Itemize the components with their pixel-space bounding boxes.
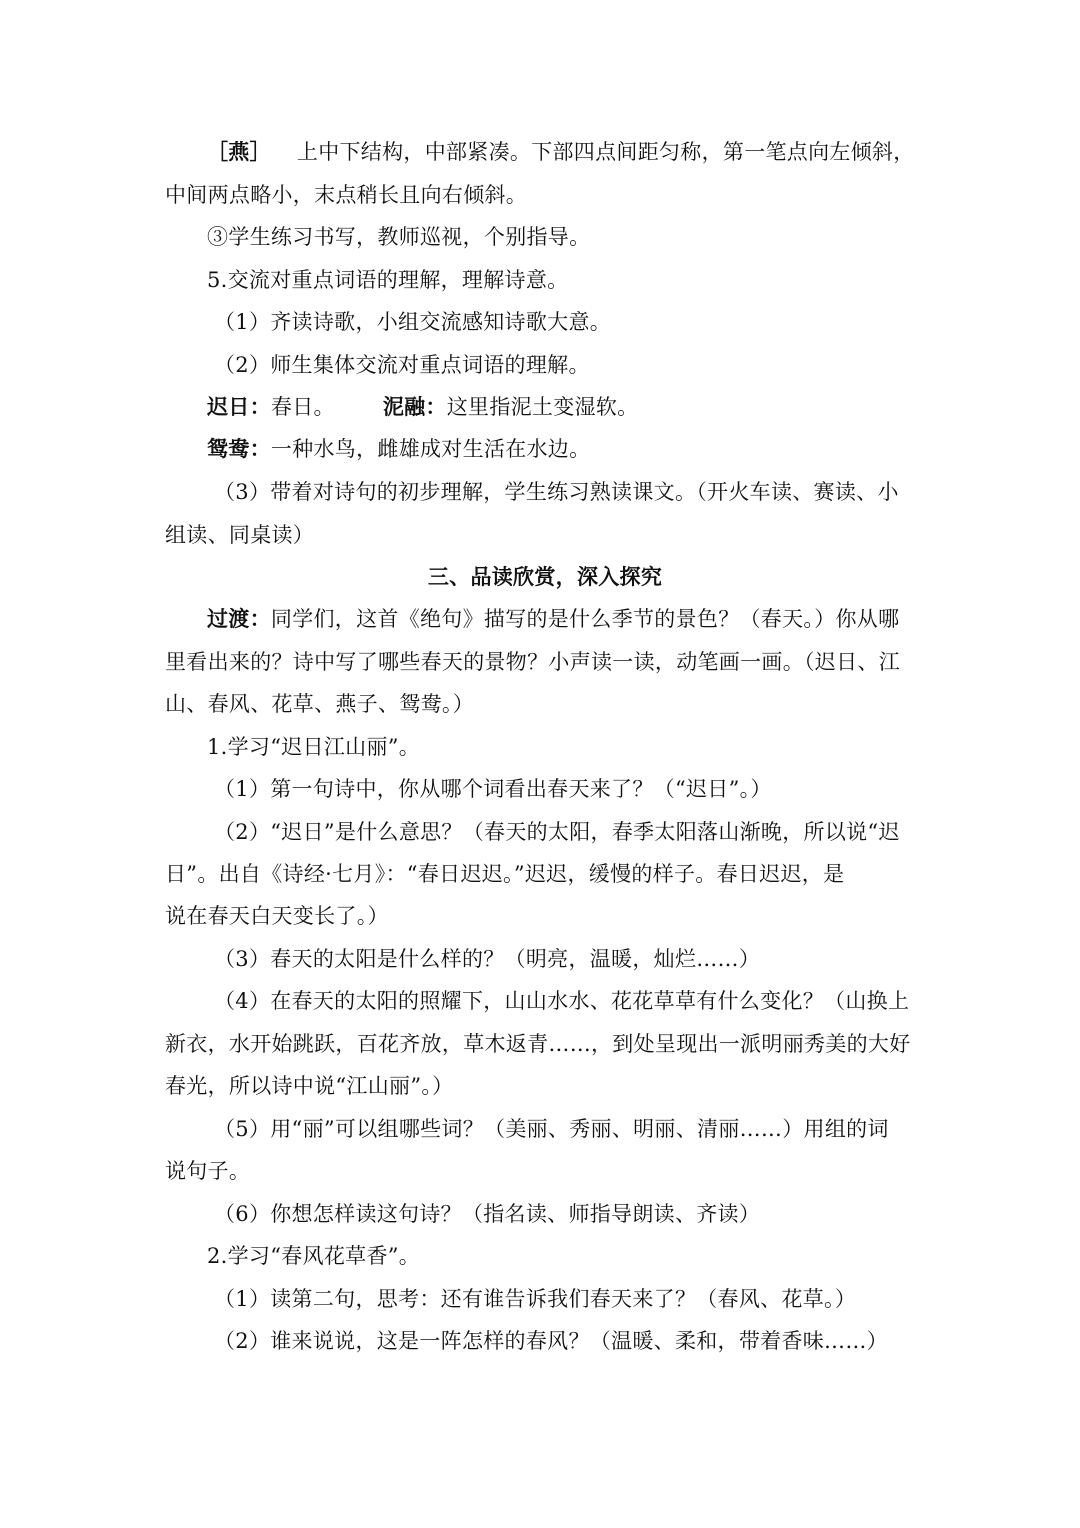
nirong-def: 这里指泥土变湿软。	[446, 395, 639, 419]
part1-q4-line3: 春光，所以诗中说“江山丽”。）	[165, 1074, 454, 1098]
vocab-line-yuanyang	[207, 434, 925, 464]
step5-item3-line1: （3）带着对诗句的初步理解，学生练习熟读课文。（开火车读、赛读、小	[214, 480, 899, 504]
transition-label: 过渡：	[207, 606, 271, 631]
part1-q2-line1: （2）“迟日”是什么意思？（春天的太阳，春季太阳落山渐晚，所以说“迟	[214, 820, 900, 844]
part1-q5-line2: 说句子。	[165, 1159, 251, 1183]
vocab-line-chiri-nirong	[207, 392, 925, 422]
part1-q2-line3: 说在春天白天变长了。）	[165, 904, 389, 928]
section3-heading: 三、品读欣赏，深入探究	[427, 564, 663, 589]
step5-item2: （2）师生集体交流对重点词语的理解。	[214, 353, 590, 377]
part1-q1: （1）第一句诗中，你从哪个词看出春天来了？（“迟日”。）	[214, 777, 772, 801]
yan-desc-line1: 上中下结构，中部紧凑。下部四点间距匀称，第一笔点向左倾斜，	[296, 140, 915, 164]
part1-q6: （6）你想怎样读这句诗？（指名读、师指导朗读、齐读）	[214, 1202, 761, 1226]
chiri-def: 春日。	[270, 395, 335, 419]
step5-item3-line2: 组读、同桌读）	[165, 523, 315, 547]
yuanyang-def: 一种水鸟，雌雄成对生活在水边。	[270, 437, 591, 461]
part1-q3: （3）春天的太阳是什么样的？（明亮，温暖，灿烂……）	[214, 947, 761, 971]
step5-item1: （1）齐读诗歌，小组交流感知诗歌大意。	[214, 310, 612, 334]
yuanyang-term: 鸳鸯：	[207, 436, 271, 461]
yan-paragraph-line1	[207, 137, 925, 167]
part1-title: 1.学习“迟日江山丽”。	[207, 735, 421, 759]
transition-line2: 里看出来的？诗中写了哪些春天的景物？小声读一读，动笔画一画。（迟日、江	[165, 650, 900, 674]
step5-title: 5.交流对重点词语的理解，理解诗意。	[207, 268, 569, 292]
transition-text-line1: 同学们，这首《绝句》描写的是什么季节的景色？（春天。）你从哪	[270, 607, 900, 631]
part2-title: 2.学习“春风花草香”。	[207, 1244, 421, 1268]
transition-line3: 山、春风、花草、燕子、鸳鸯。）	[165, 692, 474, 716]
part1-q4-line1: （4）在春天的太阳的照耀下，山山水水、花花草草有什么变化？（山换上	[214, 989, 910, 1013]
yan-desc-line2: 中间两点略小，末点稍长且向右倾斜。	[165, 183, 528, 207]
part1-q2-line2: 日”。出自《诗经·七月》：“春日迟迟。”迟迟，缓慢的样子。春日迟迟，是	[165, 862, 845, 886]
part1-q4-line2: 新衣，水开始跳跃，百花齐放，草木返青……，到处呈现出一派明丽秀美的大好	[165, 1032, 911, 1056]
nirong-term: 泥融：	[382, 394, 447, 419]
transition-line1	[207, 604, 925, 634]
part1-q5-line1: （5）用“丽”可以组哪些词？（美丽、秀丽、明丽、清丽……）用组的词	[214, 1117, 889, 1141]
chiri-term: 迟日：	[207, 394, 271, 419]
part2-q1: （1）读第二句，思考：还有谁告诉我们春天来了？（春风、花草。）	[214, 1287, 857, 1311]
practice-step: ③学生练习书写，教师巡视，个别指导。	[207, 225, 591, 249]
yan-term: ［燕］	[207, 139, 271, 164]
part2-q2: （2）谁来说说，这是一阵怎样的春风？（温暖、柔和，带着香味……）	[214, 1329, 888, 1353]
